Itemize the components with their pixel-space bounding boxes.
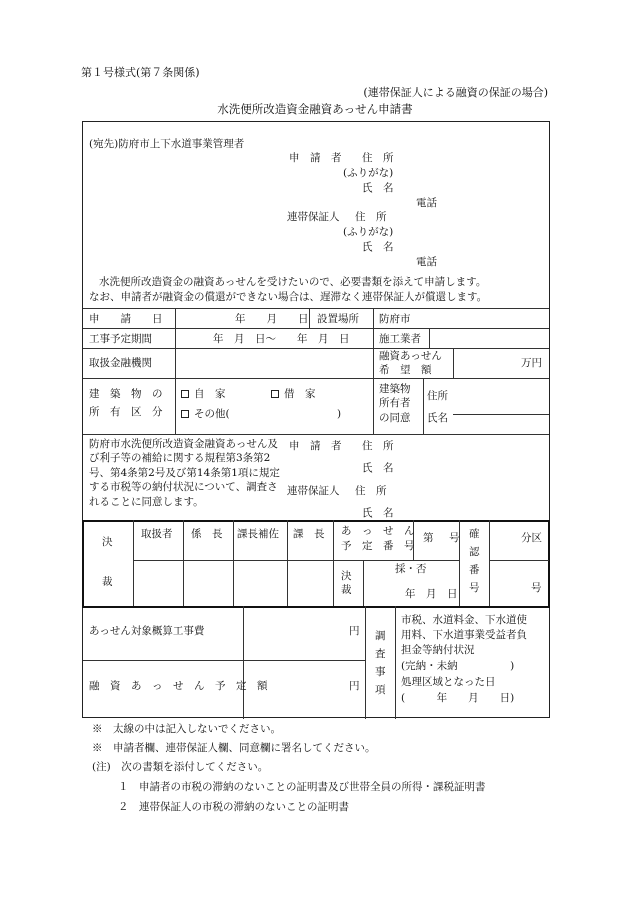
divider: [133, 560, 459, 561]
application-date-field[interactable]: 年 月 日: [235, 313, 309, 325]
contractor-field[interactable]: [433, 330, 545, 346]
divider: [133, 520, 134, 606]
bank-label: 取扱金融機関: [89, 357, 152, 369]
divider: [83, 348, 549, 349]
division-label: 分区: [521, 532, 542, 544]
survey-label-3: 事: [375, 666, 386, 678]
rented-house-checkbox[interactable]: [271, 390, 279, 398]
rented-house-option[interactable]: [271, 388, 316, 401]
decision-date: 年 月 日: [405, 588, 458, 600]
division-suffix: 号: [531, 582, 542, 594]
form-number: 第１号様式(第７条関係): [81, 66, 200, 79]
survey-label-2: 査: [375, 648, 386, 660]
divider: [373, 378, 374, 434]
guarantor-address-label: 住 所: [355, 211, 387, 223]
confirm-no-label-4: 号: [469, 582, 480, 594]
applicant-address-label: 住 所: [362, 152, 394, 164]
thick-border: [82, 520, 550, 522]
consent-guarantor-name-label: 氏 名: [362, 507, 394, 519]
decided-label-2: 裁: [341, 584, 352, 596]
guarantor-label: 連帯保証人: [287, 211, 340, 223]
handler-header: 取扱者: [141, 528, 173, 540]
other-close-paren: ): [337, 408, 342, 420]
work-period-field[interactable]: 年 月 日〜 年 月 日: [213, 333, 350, 345]
divider: [333, 520, 334, 606]
own-house-option[interactable]: [181, 388, 226, 401]
loan-desired-label: 融資あっせん: [379, 350, 442, 362]
scheduled-number-label: あ っ せ ん: [341, 525, 415, 537]
applicant-phone-label: 電話: [416, 197, 437, 209]
thick-border: [548, 520, 550, 608]
owner-consent-label: 建築物: [379, 383, 411, 395]
applicant-address-field[interactable]: [401, 152, 541, 165]
divider: [429, 328, 430, 348]
accept-reject[interactable]: 採・否: [395, 563, 427, 575]
install-location-field[interactable]: 防府市: [379, 313, 411, 325]
assistant-manager-header: 課長補佐: [237, 528, 279, 540]
service-area-date[interactable]: ( 年 月 日): [401, 692, 515, 704]
divider: [83, 434, 549, 435]
consent-guarantor-label: 連帯保証人: [287, 485, 340, 497]
divider: [175, 308, 176, 434]
applicant-label: 申 請 者: [289, 152, 342, 164]
addressee: (宛先)防府市上下水道事業管理者: [89, 138, 245, 150]
loan-amount-label: 融 資 あ っ せ ん 予 定 額: [89, 680, 268, 692]
divider: [365, 606, 366, 719]
own-house-label: 自 家: [194, 388, 226, 400]
note-attachment-1: １ 申請者の市税の滞納のないことの証明書及び世帯全員の所得・課税証明書: [118, 781, 486, 793]
thick-border: [82, 606, 550, 608]
form-title: 水洗便所改造資金融資あっせん申請書: [217, 102, 413, 116]
loan-amount-unit: 円: [349, 680, 360, 692]
number-suffix: 号: [449, 532, 460, 544]
work-period-label: 工事予定期間: [89, 333, 152, 345]
cost-estimate-label: あっせん対象概算工事費: [89, 625, 205, 637]
divider: [363, 560, 364, 606]
note-signature: ※ 申請者欄、連帯保証人欄、同意欄に署名してください。: [92, 742, 376, 754]
owner-name-label: 氏名: [427, 412, 448, 424]
confirm-no-label-2: 認: [469, 546, 480, 558]
survey-label-4: 項: [375, 684, 386, 696]
divider: [489, 560, 549, 561]
guarantor-address-field[interactable]: [401, 211, 541, 224]
note-attachments: (注) 次の書類を添付してください。: [92, 761, 269, 773]
divider: [233, 520, 234, 606]
rented-house-label: 借 家: [284, 388, 316, 400]
applicant-name-label: 氏 名: [362, 182, 394, 194]
decision-label-2: 裁: [102, 576, 113, 588]
loan-desired-unit: 万円: [521, 357, 542, 369]
survey-text-3: 担金等納付状況: [401, 644, 475, 656]
applicant-name-field[interactable]: [401, 182, 541, 195]
application-date-label: 申 請 日: [89, 313, 163, 325]
decision-label: 決: [102, 536, 113, 548]
bank-field[interactable]: [179, 352, 369, 374]
loan-desired-label-2: 希 望 額: [379, 364, 432, 376]
confirm-no-label-3: 番: [469, 564, 480, 576]
divider: [83, 378, 549, 379]
note-attachment-2: ２ 連帯保証人の市税の滞納のないことの証明書: [118, 801, 349, 813]
request-statement: 水洗便所改造資金の融資あっせんを受けたいので、必要書類を添えて申請します。: [99, 276, 487, 288]
guarantor-name-field[interactable]: [401, 241, 541, 254]
confirm-no-label-1: 確: [469, 528, 480, 540]
survey-label-1: 調: [375, 630, 386, 642]
divider: [395, 606, 396, 719]
guarantor-name-label: 氏 名: [362, 241, 394, 253]
own-house-checkbox[interactable]: [181, 390, 189, 398]
divider: [423, 378, 424, 434]
consent-applicant-label: 申 請 者: [289, 440, 342, 452]
note-thick-line: ※ 太線の中は記入しないでください。: [92, 723, 281, 735]
thick-border: [82, 520, 84, 608]
consent-applicant-address-label: 住 所: [362, 440, 394, 452]
divider: [453, 348, 454, 378]
consent-applicant-name-label: 氏 名: [362, 462, 394, 474]
other-checkbox[interactable]: [181, 410, 189, 418]
install-location-label: 設置場所: [317, 313, 359, 325]
applicant-furigana-label: (ふりがな): [343, 167, 394, 179]
guarantor-phone-label: 電話: [416, 256, 437, 268]
payment-status[interactable]: (完納・未納 ): [401, 660, 515, 672]
application-form: [82, 121, 550, 718]
divider: [183, 520, 184, 606]
other-option[interactable]: [181, 408, 230, 421]
decided-label: 決: [341, 570, 352, 582]
divider: [373, 328, 374, 378]
survey-text-5: 処理区域となった日: [401, 676, 496, 688]
contractor-label: 施工業者: [379, 333, 421, 345]
number-prefix: 第: [423, 532, 434, 544]
owner-consent-label-3: の同意: [379, 412, 411, 424]
divider: [83, 308, 549, 309]
chief-header: 係 長: [191, 528, 223, 540]
divider: [453, 414, 549, 415]
divider: [83, 328, 549, 329]
divider: [83, 660, 365, 661]
other-label: その他(: [194, 408, 230, 420]
repayment-statement: なお、申請者が融資金の償還ができない場合は、遅滞なく連帯保証人が償還します。: [89, 291, 488, 303]
divider: [287, 520, 288, 606]
owner-address-label: 住所: [427, 390, 448, 402]
divider: [243, 606, 244, 719]
form-subtitle: (連帯保証人による融資の保証の場合): [363, 86, 548, 99]
divider: [309, 308, 310, 328]
consent-guarantor-address-label: 住 所: [355, 485, 387, 497]
cost-estimate-unit: 円: [349, 625, 360, 637]
divider: [373, 308, 374, 328]
scheduled-number-label-2: 予 定 番 号: [341, 540, 415, 552]
ownership-label-2: 所 有 区 分: [89, 406, 163, 418]
guarantor-furigana-label: (ふりがな): [343, 226, 394, 238]
survey-text-1: 市税、水道料金、下水道使: [401, 614, 527, 626]
divider: [489, 520, 490, 606]
consent-text: 防府市水洗便所改造資金融資あっせん及び利子等の補給に関する規程第3条第2号、第4条第2号及び第14条第1項に規定する市税等の納付状況について、調査されることに同意します。: [89, 438, 280, 508]
owner-consent-label-2: 所有者: [379, 397, 411, 409]
survey-text-2: 用料、下水道事業受益者負: [401, 629, 527, 641]
manager-header: 課 長: [293, 528, 325, 540]
ownership-label: 建 築 物 の: [89, 388, 163, 400]
